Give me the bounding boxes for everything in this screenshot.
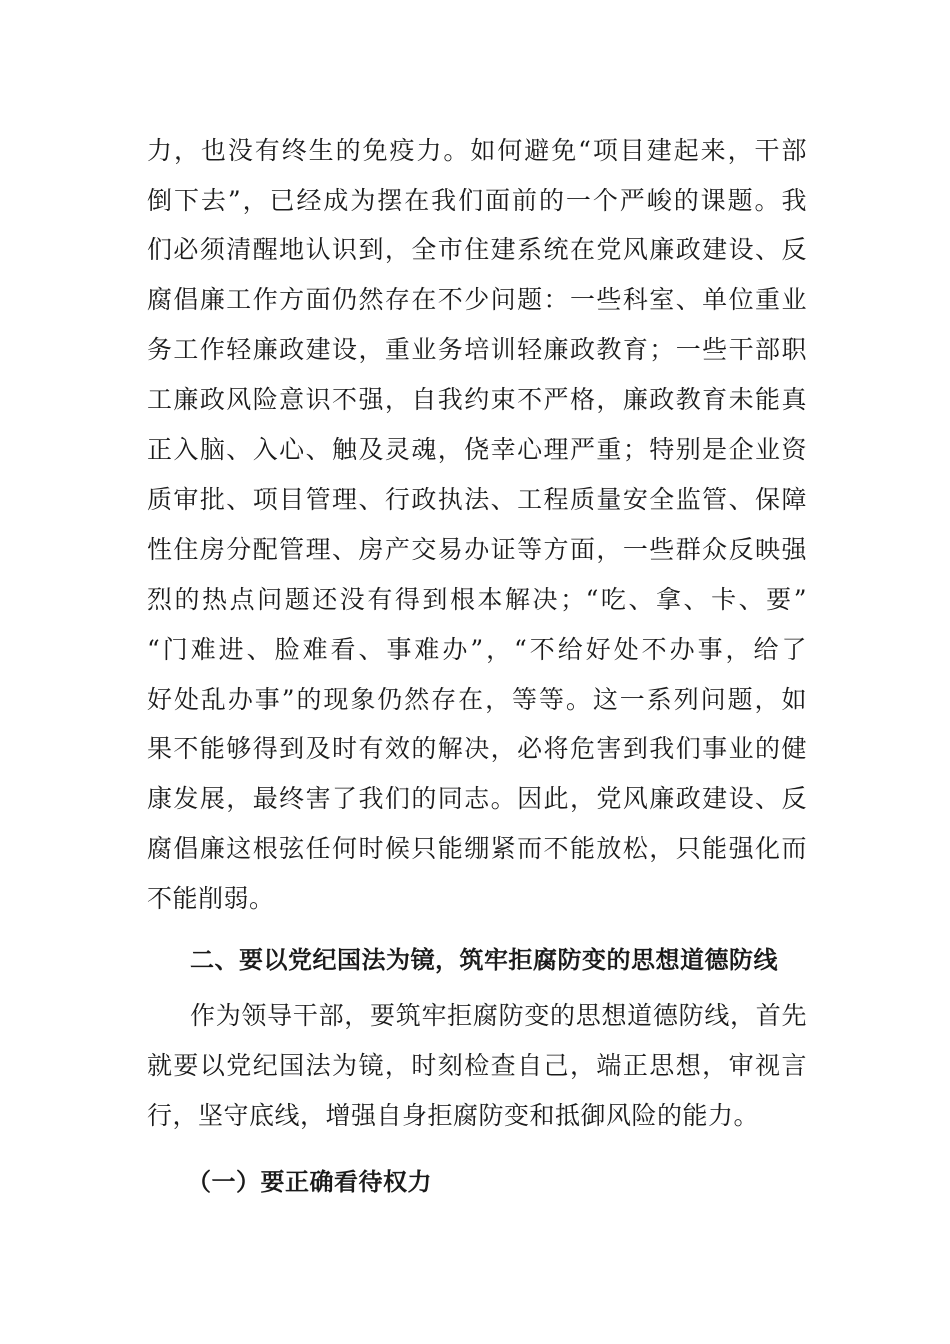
paragraph-line: 好处乱办事”的现象仍然存在，等等。这一系列问题，如 [147, 685, 807, 714]
paragraph-line: 果不能够得到及时有效的解决，必将危害到我们事业的健 [147, 734, 807, 763]
section-heading: 二、要以党纪国法为镜，筑牢拒腐防变的思想道德防线 [190, 946, 778, 974]
subsection-heading: （一）要正确看待权力 [187, 1168, 432, 1196]
paragraph-line: 力，也没有终生的免疫力。如何避免“项目建起来，干部 [147, 136, 807, 165]
paragraph-line: 作为领导干部，要筑牢拒腐防变的思想道德防线，首先 [190, 1001, 807, 1030]
paragraph-line: 就要以党纪国法为镜，时刻检查自己，端正思想，审视言 [147, 1051, 807, 1080]
paragraph-line: “门难进、脸难看、事难办”，“不给好处不办事，给了 [147, 635, 807, 664]
paragraph-line: 行，坚守底线，增强自身拒腐防变和抵御风险的能力。 [147, 1101, 760, 1130]
paragraph-line: 烈的热点问题还没有得到根本解决；“吃、拿、卡、要” [147, 585, 807, 614]
paragraph-line: 倒下去”，已经成为摆在我们面前的一个严峻的课题。我 [147, 186, 807, 215]
paragraph-line: 性住房分配管理、房产交易办证等方面，一些群众反映强 [147, 535, 807, 564]
paragraph-line: 腐倡廉工作方面仍然存在不少问题：一些科室、单位重业 [147, 285, 807, 314]
paragraph-line: 们必须清醒地认识到，全市住建系统在党风廉政建设、反 [147, 235, 807, 264]
paragraph-line: 腐倡廉这根弦任何时候只能绷紧而不能放松，只能强化而 [147, 834, 807, 863]
paragraph-line: 正入脑、入心、触及灵魂，侥幸心理严重；特别是企业资 [147, 435, 807, 464]
paragraph-line: 务工作轻廉政建设，重业务培训轻廉政教育；一些干部职 [147, 335, 807, 364]
paragraph-line: 康发展，最终害了我们的同志。因此，党风廉政建设、反 [147, 784, 807, 813]
paragraph-line: 工廉政风险意识不强，自我约束不严格，廉政教育未能真 [147, 385, 807, 414]
paragraph-line: 质审批、项目管理、行政执法、工程质量安全监管、保障 [147, 485, 807, 514]
paragraph-line: 不能削弱。 [147, 884, 275, 913]
